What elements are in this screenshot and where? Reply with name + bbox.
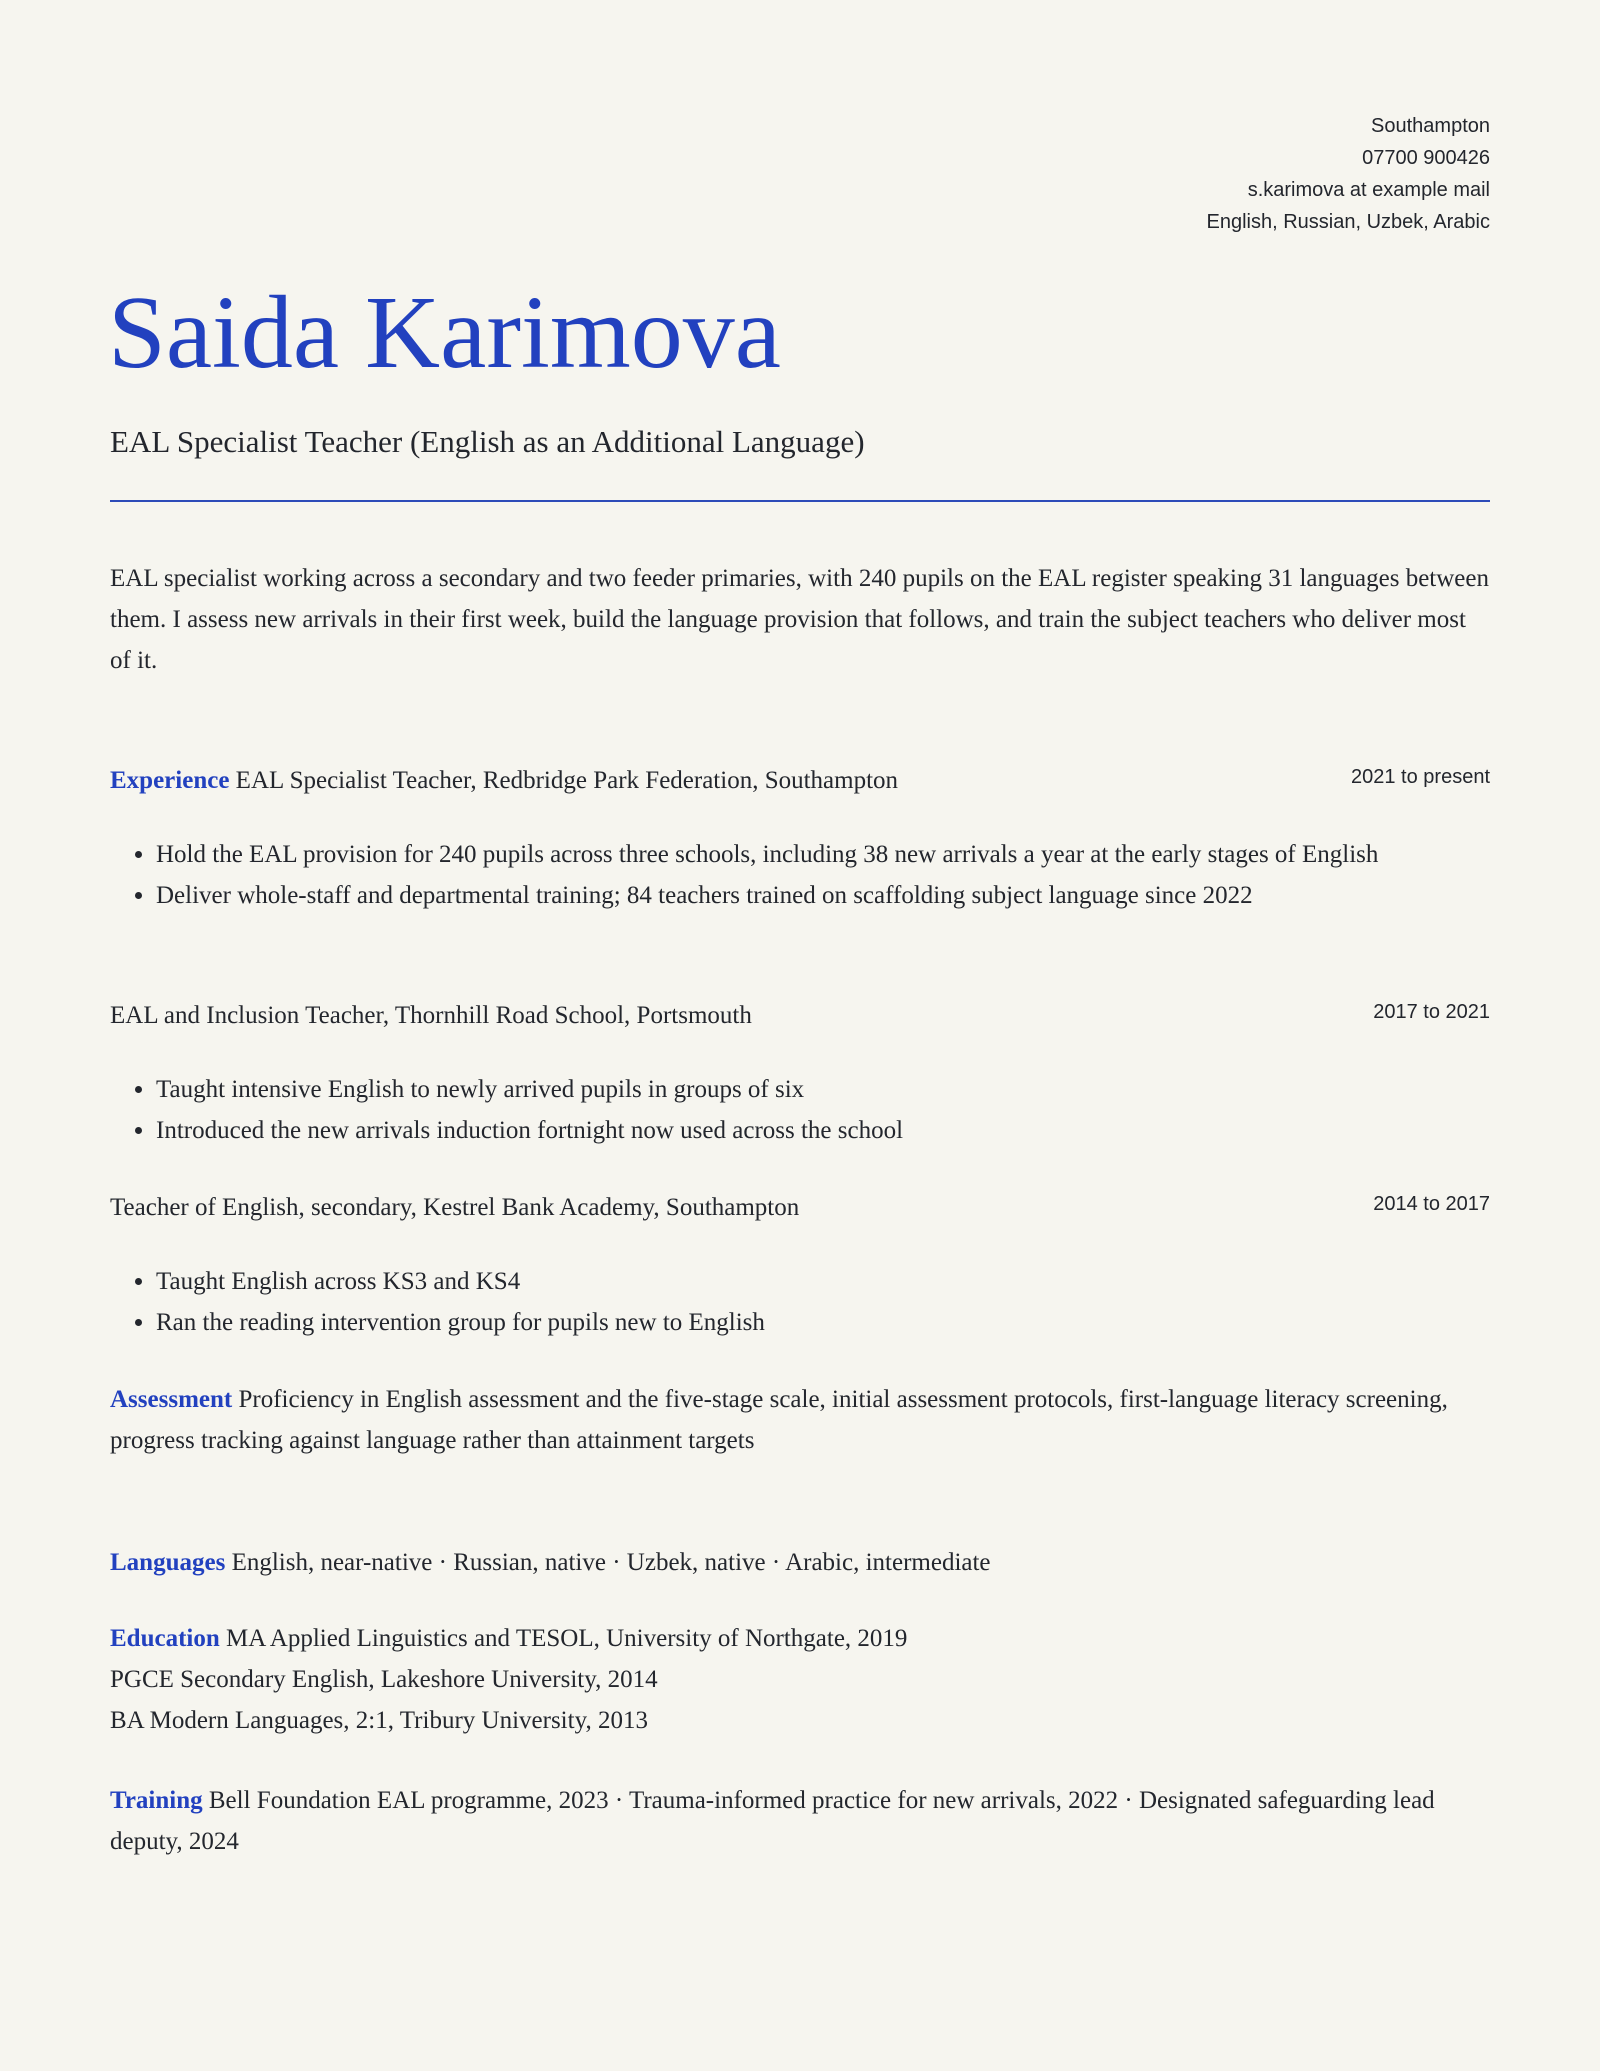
training-label: Training [110, 1787, 203, 1814]
job-title: EAL Specialist Teacher, Redbridge Park Federation, Southampton [235, 767, 899, 794]
contact-block [1207, 110, 1490, 238]
education-item: PGCE Secondary English, Lakeshore University, 2014 [110, 1666, 658, 1693]
education-section [110, 1618, 1490, 1741]
summary: EAL specialist working across a secondary and two feeder primaries, with 240 pupils on the EAL register speaking 31 languages between them. I assess new arrivals in their first week, build the language provision that follows, and train the subject teachers who deliver most of it. [110, 565, 1489, 674]
languages-section [110, 1542, 1490, 1583]
job-title: EAL and Inclusion Teacher, Thornhill Road School, Portsmouth [110, 1002, 752, 1029]
education-item: MA Applied Linguistics and TESOL, University of Northgate, 2019 [226, 1625, 908, 1652]
header-divider [110, 500, 1490, 502]
languages-text: English, near-native · Russian, native · Uzbek, native · Arabic, intermediate [231, 1549, 991, 1576]
assessment-text: Proficiency in English assessment and the five-stage scale, initial assessment protocols, first-language literacy screening, progress tracking against language rather than attainment targets [110, 1386, 1448, 1454]
contact-phone: 07700 900426 [1362, 147, 1490, 169]
job-dates: 2021 to present [1351, 766, 1490, 788]
job-dates: 2014 to 2017 [1373, 1193, 1490, 1215]
languages-label: Languages [110, 1549, 226, 1576]
job-bullets [110, 1261, 1536, 1343]
list-item: • Hold the EAL provision for 240 pupils across three schools, including 38 new arrivals a year at the early stages of English [156, 834, 1536, 875]
contact-email: s.karimova at example mail [1247, 179, 1490, 201]
training-section [110, 1780, 1490, 1862]
candidate-name: Saida Karimova [108, 275, 781, 390]
job-bullets [110, 1069, 1536, 1151]
job-entry [110, 995, 1490, 1036]
list-item: • Ran the reading intervention group for pupils new to English [156, 1302, 1536, 1343]
role-title: EAL Specialist Teacher (English as an Additional Language) [110, 424, 865, 459]
job-title: Teacher of English, secondary, Kestrel Bank Academy, Southampton [110, 1194, 800, 1221]
job-entry [110, 760, 1490, 801]
job-bullets [110, 834, 1536, 916]
list-item: • Deliver whole-staff and departmental training; 84 teachers trained on scaffolding subject language since 2022 [156, 875, 1536, 916]
list-item: • Taught English across KS3 and KS4 [156, 1261, 1536, 1302]
assessment-label: Assessment [110, 1386, 233, 1413]
education-label: Education [110, 1625, 220, 1652]
assessment-section [110, 1379, 1490, 1461]
training-text: Bell Foundation EAL programme, 2023 · Trauma-informed practice for new arrivals, 2022 · Designated safeguarding lead deputy, 2024 [110, 1787, 1435, 1855]
list-item: • Taught intensive English to newly arrived pupils in groups of six [156, 1069, 1536, 1110]
job-dates: 2017 to 2021 [1373, 1001, 1490, 1023]
job-entry [110, 1187, 1490, 1228]
contact-languages: English, Russian, Uzbek, Arabic [1206, 211, 1490, 233]
experience-label: Experience [110, 767, 230, 794]
list-item: • Introduced the new arrivals induction fortnight now used across the school [156, 1110, 1536, 1151]
contact-city: Southampton [1371, 115, 1490, 137]
education-item: BA Modern Languages, 2:1, Tribury University, 2013 [110, 1707, 648, 1734]
